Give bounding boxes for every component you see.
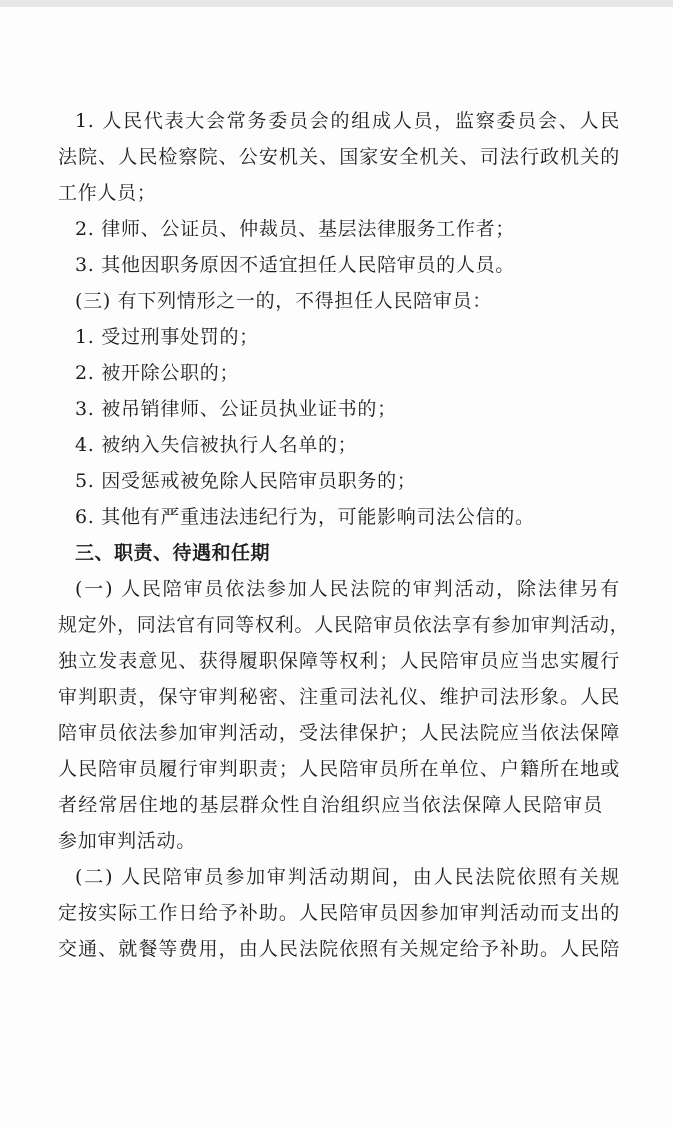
text-line: 者经常居住地的基层群众性自治组织应当依法保障人民陪审员 (58, 794, 603, 816)
text-line: 2. 律师、公证员、仲裁员、基层法律服务工作者； (75, 218, 515, 240)
text-line: (二) 人民陪审员参加审判活动期间，由人民法院依照有关规 (75, 866, 620, 888)
text-line: 法院、人民检察院、公安机关、国家安全机关、司法行政机关的 (58, 146, 620, 168)
text-line: 6. 其他有严重违法违纪行为，可能影响司法公信的。 (75, 506, 535, 528)
text-line: 2. 被开除公职的； (75, 362, 240, 384)
text-line: 1. 人民代表大会常务委员会的组成人员，监察委员会、人民 (75, 110, 620, 132)
text-line: 定按实际工作日给予补助。人民陪审员因参加审判活动而支出的 (58, 902, 620, 924)
text-line: 4. 被纳入失信被执行人名单的； (75, 434, 358, 456)
section-subheading: (三) 有下列情形之一的，不得担任人民陪审员： (75, 290, 492, 312)
text-line: 审判职责，保守审判秘密、注重司法礼仪、维护司法形象。人民 (58, 686, 620, 708)
text-line: 3. 其他因职务原因不适宜担任人民陪审员的人员。 (75, 254, 515, 276)
text-line: 3. 被吊销律师、公证员执业证书的； (75, 398, 397, 420)
text-line: 工作人员； (58, 182, 157, 204)
text-line: 5. 因受惩戒被免除人民陪审员职务的； (75, 470, 417, 492)
section-heading: 三、职责、待遇和任期 (75, 542, 271, 564)
text-line: 1. 受过刑事处罚的； (75, 326, 259, 348)
text-line: 交通、就餐等费用，由人民法院依照有关规定给予补助。人民陪 (58, 938, 620, 960)
text-line: 参加审判活动。 (58, 830, 196, 852)
text-line: 陪审员依法参加审判活动，受法律保护；人民法院应当依法保障 (58, 722, 620, 744)
text-line: 独立发表意见、获得履职保障等权利；人民陪审员应当忠实履行 (58, 650, 620, 672)
text-line: 人民陪审员履行审判职责；人民陪审员所在单位、户籍所在地或 (58, 758, 620, 780)
page-top-edge (0, 0, 673, 7)
text-line: (一) 人民陪审员依法参加人民法院的审判活动，除法律另有 (75, 578, 620, 600)
text-line: 规定外，同法官有同等权利。人民陪审员依法享有参加审判活动， (58, 614, 630, 636)
